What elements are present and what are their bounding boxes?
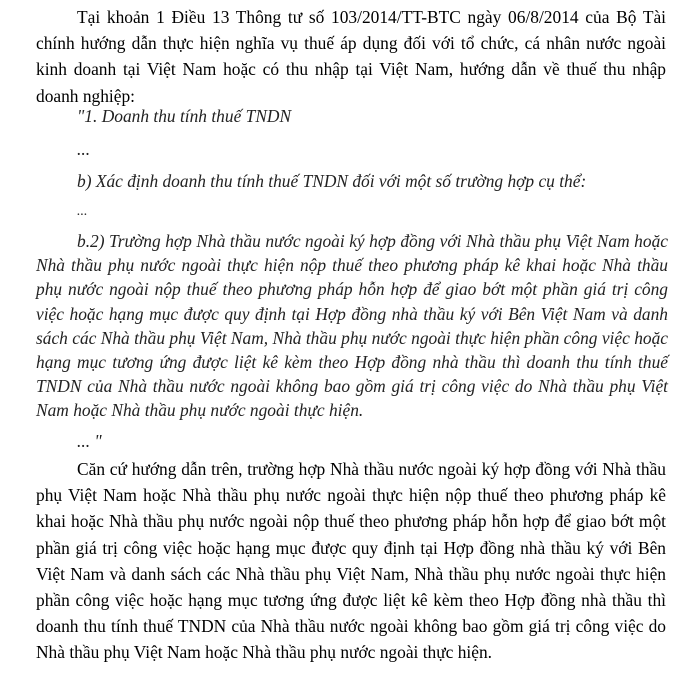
- quote-closing: ... ": [77, 431, 102, 451]
- quote-heading: "1. Doanh thu tính thuế TNDN: [77, 106, 292, 126]
- quote-clause-b2: b.2) Trường hợp Nhà thầu nước ngoài ký hợp đồng với Nhà thầu phụ Việt Nam hoặc Nhà thầu phụ nước ngoài thực hiện nộp thuế theo phương pháp kê khai hoặc Nhà thầu phụ nước ngoài nộp thuế theo phương pháp hỗn hợp để giao bớt một phần giá trị công việc hoặc hạng mục được quy định tại Hợp đồng nhà thầu ký với Bên Việt Nam và danh sách các Nhà thầu phụ Việt Nam, Nhà thầu phụ nước ngoài thực hiện phần công việc hoặc hạng mục tương ứng được liệt kê kèm theo Hợp đồng nhà thầu thì doanh thu tính thuế TNDN của Nhà thầu nước ngoài không bao gồm giá trị công việc do Nhà thầu phụ Việt Nam hoặc Nhà thầu phụ nước ngoài thực hiện.: [36, 231, 668, 421]
- intro-paragraph: Tại khoản 1 Điều 13 Thông tư số 103/2014/TT-BTC ngày 06/8/2014 của Bộ Tài chính hướng dẫn thực hiện nghĩa vụ thuế áp dụng đối với tổ chức, cá nhân nước ngoài kinh doanh tại Việt Nam hoặc có thu nhập tại Việt Nam, hướng dẫn về thuế thu nhập doanh nghiệp:: [36, 7, 666, 106]
- quote-ellipsis: ...: [77, 139, 91, 159]
- conclusion-paragraph: Căn cứ hướng dẫn trên, trường hợp Nhà thầu nước ngoài ký hợp đồng với Nhà thầu phụ Việt Nam hoặc Nhà thầu phụ nước ngoài thực hiện nộp thuế theo phương pháp kê khai hoặc Nhà thầu phụ nước ngoài nộp thuế theo phương pháp hỗn hợp để giao bớt một phần giá trị công việc hoặc hạng mục được quy định tại Hợp đồng nhà thầu ký với Bên Việt Nam và danh sách các Nhà thầu phụ Việt Nam, Nhà thầu phụ nước ngoài thực hiện phần công việc hoặc hạng mục tương ứng được liệt kê kèm theo Hợp đồng nhà thầu thì doanh thu tính thuế TNDN của Nhà thầu nước ngoài không bao gồm giá trị công việc do Nhà thầu phụ Việt Nam hoặc Nhà thầu phụ nước ngoài thực hiện.: [36, 459, 666, 663]
- quote-ellipsis: ...: [77, 204, 88, 219]
- quote-subheading: b) Xác định doanh thu tính thuế TNDN đối với một số trường hợp cụ thể:: [77, 171, 587, 191]
